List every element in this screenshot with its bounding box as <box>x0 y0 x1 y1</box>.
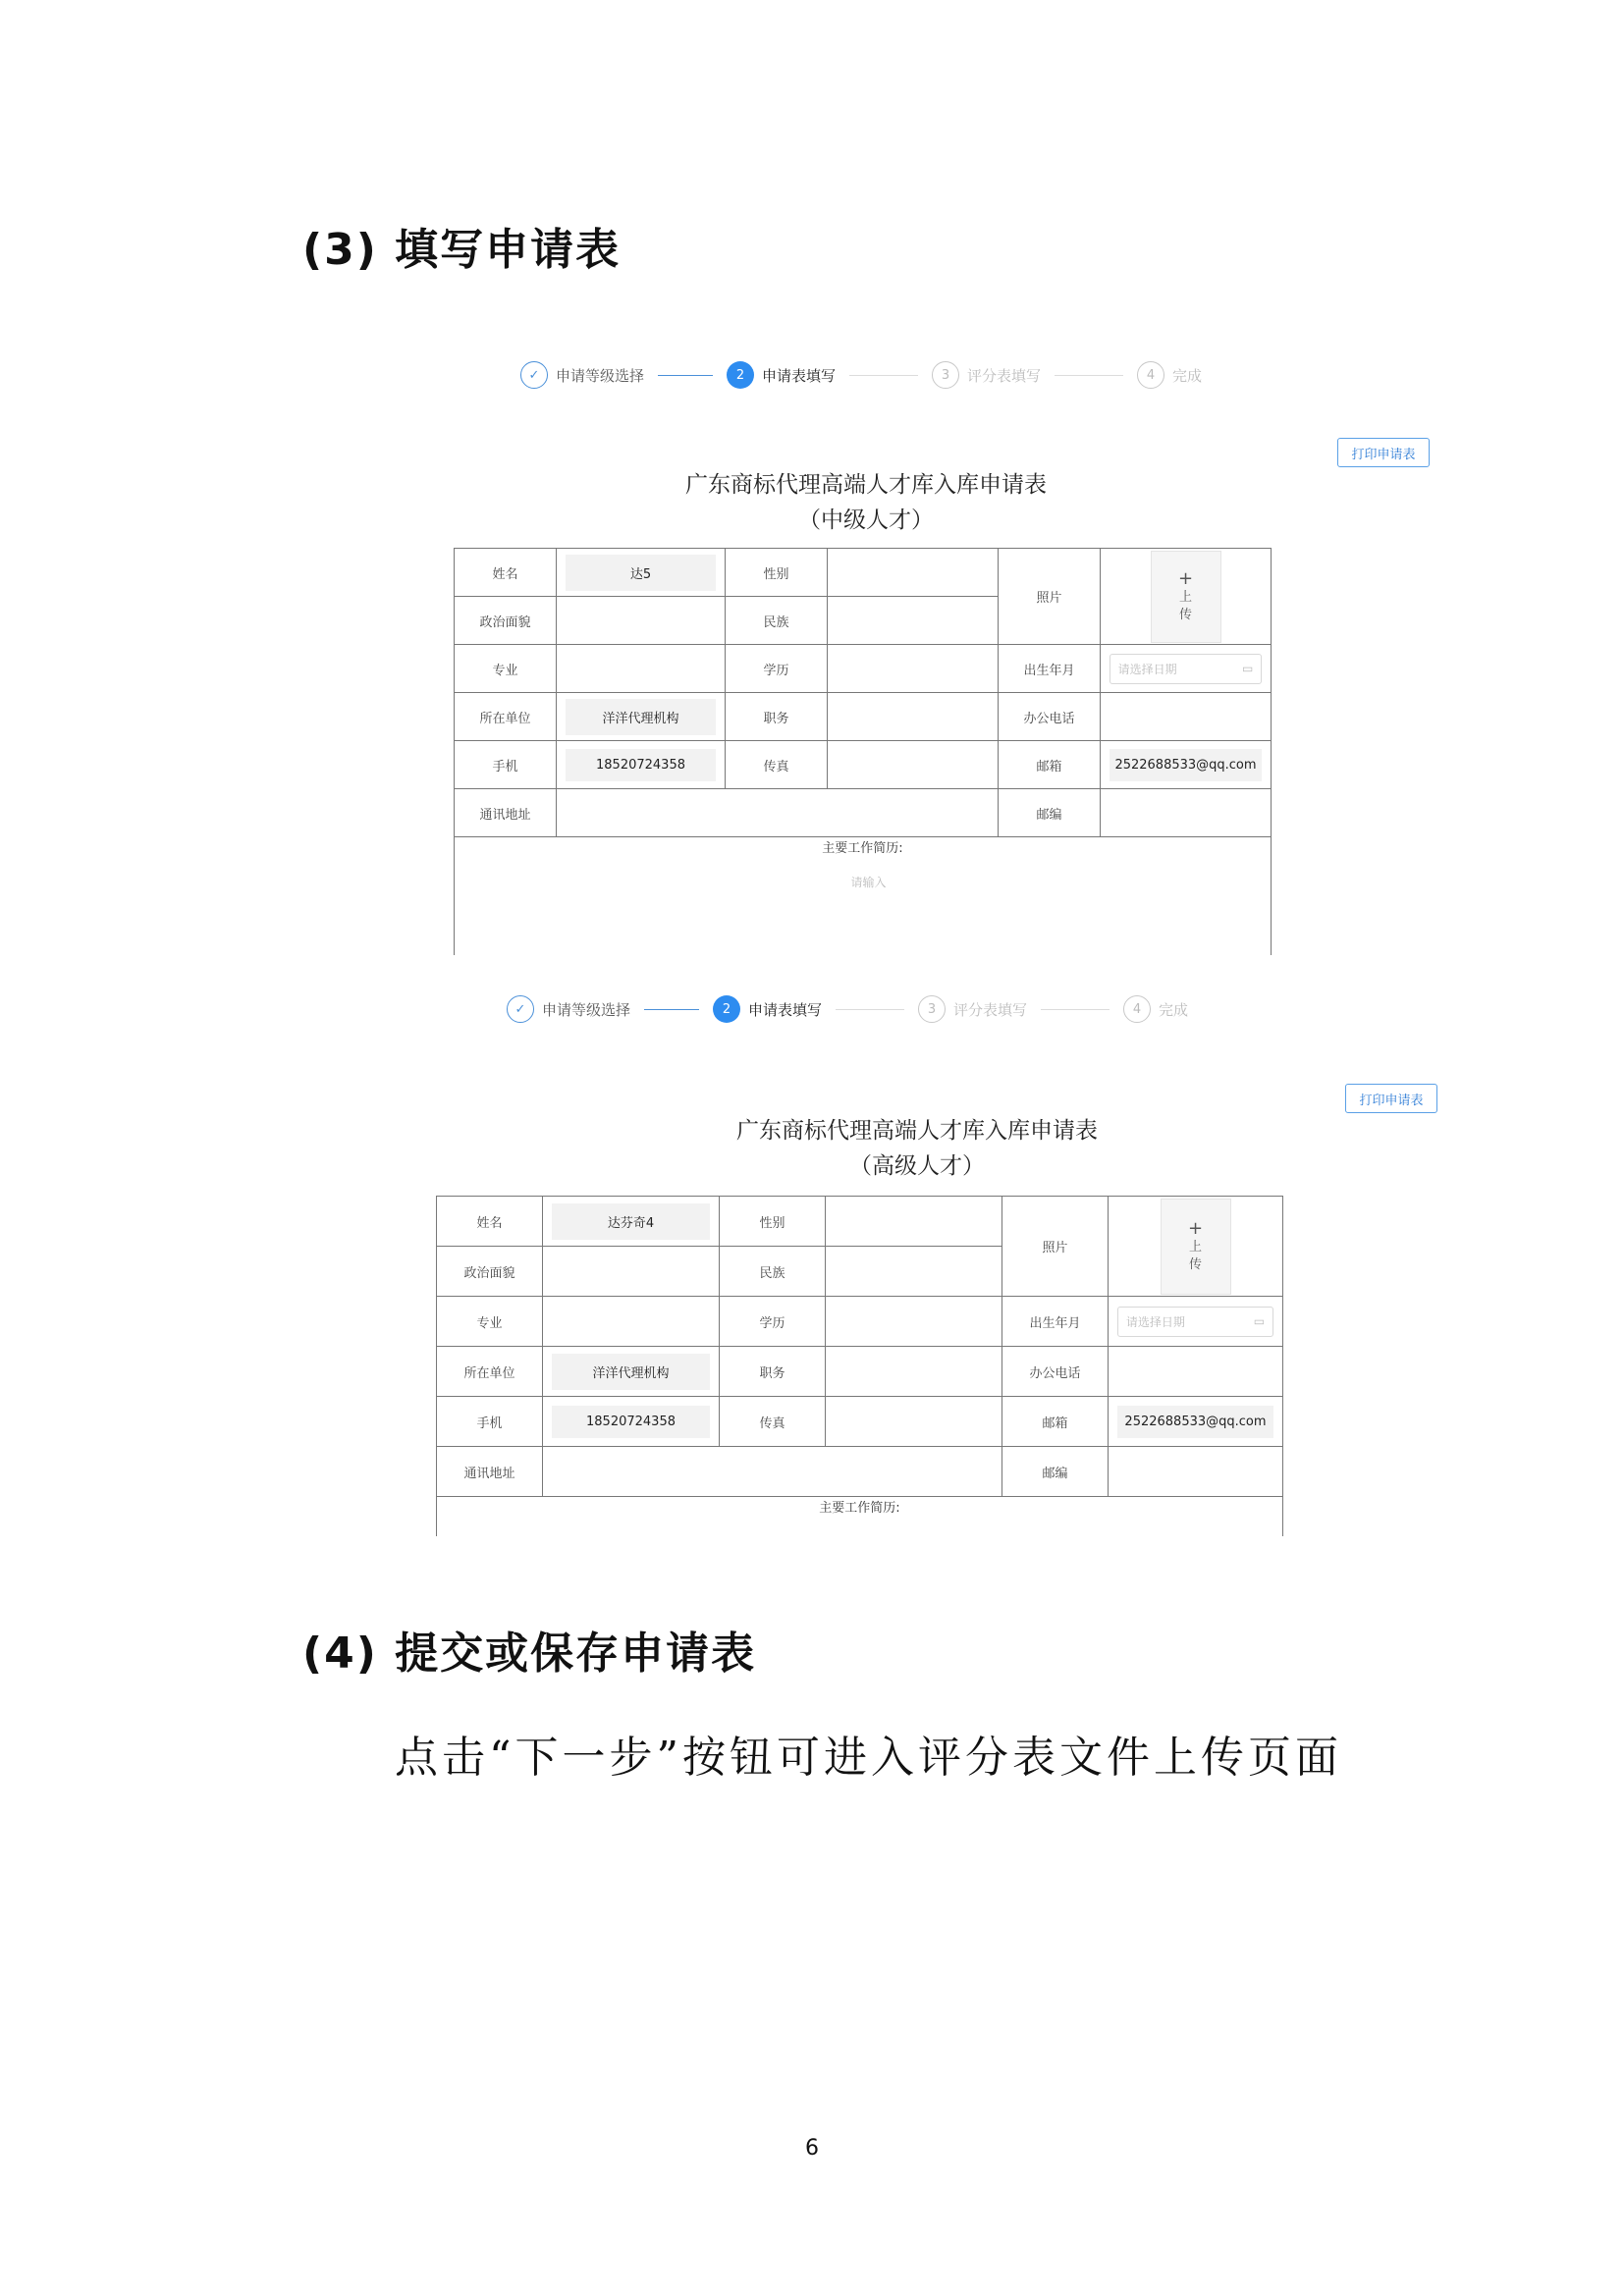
gender-field[interactable] <box>828 549 999 597</box>
ethnicity-field[interactable] <box>826 1247 1002 1297</box>
print-form-button[interactable]: 打印申请表 <box>1345 1084 1437 1113</box>
fax-field[interactable] <box>826 1397 1002 1447</box>
resume-label: 主要工作简历: <box>819 1501 900 1516</box>
screenshot-senior-form <box>422 982 1435 1516</box>
screenshot-intermediate-form <box>352 346 1430 942</box>
label-photo: 照片 <box>999 549 1101 645</box>
plus-icon: + <box>1177 567 1194 589</box>
page-number: 6 <box>805 2136 819 2161</box>
label-postcode: 邮编 <box>1002 1447 1109 1497</box>
label-politics: 政治面貌 <box>437 1247 543 1297</box>
address-field[interactable] <box>557 789 999 837</box>
label-name: 姓名 <box>437 1197 543 1247</box>
label-education: 学历 <box>720 1297 826 1347</box>
name-field[interactable]: 达芬奇4 <box>552 1203 710 1240</box>
office-phone-field[interactable] <box>1109 1347 1283 1397</box>
label-position: 职务 <box>726 693 828 741</box>
resume-cell <box>437 1497 1283 1536</box>
education-field[interactable] <box>826 1297 1002 1347</box>
major-field[interactable] <box>543 1297 720 1347</box>
step-3: 3 评分表填写 <box>932 361 1041 389</box>
instruction-text: 点击“下一步”按钮可进入评分表文件上传页面 <box>395 1733 1342 1783</box>
form-subtitle: （高级人才） <box>849 1153 985 1179</box>
step-1: ✓ 申请等级选择 <box>507 995 630 1023</box>
label-mobile: 手机 <box>455 741 557 789</box>
step-4: 4 完成 <box>1123 995 1188 1023</box>
resume-cell <box>455 837 1272 955</box>
label-mobile: 手机 <box>437 1397 543 1447</box>
fax-field[interactable] <box>828 741 999 789</box>
application-form <box>454 548 1272 955</box>
label-major: 专业 <box>437 1297 543 1347</box>
label-office-phone: 办公电话 <box>999 693 1101 741</box>
politics-field[interactable] <box>543 1247 720 1297</box>
position-field[interactable] <box>828 693 999 741</box>
step-connector <box>849 375 918 376</box>
gender-field[interactable] <box>826 1197 1002 1247</box>
email-field[interactable]: 2522688533@qq.com <box>1110 749 1263 781</box>
label-major: 专业 <box>455 645 557 693</box>
label-fax: 传真 <box>726 741 828 789</box>
check-icon: ✓ <box>520 361 548 389</box>
position-field[interactable] <box>826 1347 1002 1397</box>
company-field[interactable]: 洋洋代理机构 <box>552 1354 710 1390</box>
photo-upload-button[interactable]: + 上 传 <box>1151 551 1221 643</box>
section-3-heading: (3) 填写申请表 <box>302 225 622 275</box>
section-4-heading: (4) 提交或保存申请表 <box>302 1629 757 1679</box>
birth-date-picker[interactable]: 请选择日期 ▭ <box>1117 1307 1273 1337</box>
step-connector <box>658 375 713 376</box>
label-name: 姓名 <box>455 549 557 597</box>
address-field[interactable] <box>543 1447 1002 1497</box>
birth-date-picker[interactable]: 请选择日期 ▭ <box>1110 654 1263 684</box>
calendar-icon: ▭ <box>1253 1314 1266 1328</box>
step-connector <box>1055 375 1123 376</box>
step-2: 2 申请表填写 <box>713 995 822 1023</box>
label-gender: 性别 <box>720 1197 826 1247</box>
label-position: 职务 <box>720 1347 826 1397</box>
step-2: 2 申请表填写 <box>727 361 836 389</box>
calendar-icon: ▭ <box>1242 662 1254 675</box>
mobile-field[interactable]: 18520724358 <box>566 749 717 781</box>
print-form-button[interactable]: 打印申请表 <box>1337 438 1430 467</box>
progress-steps <box>507 995 1188 1023</box>
step-connector <box>644 1009 699 1010</box>
label-ethnicity: 民族 <box>720 1247 826 1297</box>
label-education: 学历 <box>726 645 828 693</box>
email-field[interactable]: 2522688533@qq.com <box>1117 1406 1273 1438</box>
label-office-phone: 办公电话 <box>1002 1347 1109 1397</box>
major-field[interactable] <box>557 645 726 693</box>
resume-textarea[interactable]: 请输入 <box>850 876 887 889</box>
mobile-field[interactable]: 18520724358 <box>552 1406 710 1438</box>
label-email: 邮箱 <box>1002 1397 1109 1447</box>
label-address: 通讯地址 <box>455 789 557 837</box>
company-field[interactable]: 洋洋代理机构 <box>566 699 717 735</box>
label-address: 通讯地址 <box>437 1447 543 1497</box>
photo-upload-button[interactable]: + 上 传 <box>1161 1199 1231 1295</box>
education-field[interactable] <box>828 645 999 693</box>
plus-icon: + <box>1187 1217 1204 1239</box>
form-subtitle: （中级人才） <box>798 507 934 533</box>
label-birth: 出生年月 <box>999 645 1101 693</box>
step-3: 3 评分表填写 <box>918 995 1027 1023</box>
office-phone-field[interactable] <box>1101 693 1272 741</box>
label-gender: 性别 <box>726 549 828 597</box>
label-ethnicity: 民族 <box>726 597 828 645</box>
postcode-field[interactable] <box>1109 1447 1283 1497</box>
label-postcode: 邮编 <box>999 789 1101 837</box>
label-birth: 出生年月 <box>1002 1297 1109 1347</box>
resume-label: 主要工作简历: <box>822 841 903 856</box>
label-politics: 政治面貌 <box>455 597 557 645</box>
form-title: 广东商标代理高端人才库入库申请表 （高级人才） <box>422 1113 1412 1184</box>
label-fax: 传真 <box>720 1397 826 1447</box>
check-icon: ✓ <box>507 995 534 1023</box>
label-email: 邮箱 <box>999 741 1101 789</box>
label-company: 所在单位 <box>437 1347 543 1397</box>
label-photo: 照片 <box>1002 1197 1109 1297</box>
application-form <box>436 1196 1283 1536</box>
step-4: 4 完成 <box>1137 361 1202 389</box>
ethnicity-field[interactable] <box>828 597 999 645</box>
step-connector <box>1041 1009 1110 1010</box>
progress-steps <box>520 361 1202 389</box>
name-field[interactable]: 达5 <box>566 555 717 591</box>
postcode-field[interactable] <box>1101 789 1272 837</box>
politics-field[interactable] <box>557 597 726 645</box>
step-connector <box>836 1009 904 1010</box>
label-company: 所在单位 <box>455 693 557 741</box>
form-title: 广东商标代理高端人才库入库申请表 （中级人才） <box>352 467 1380 538</box>
step-1: ✓ 申请等级选择 <box>520 361 644 389</box>
